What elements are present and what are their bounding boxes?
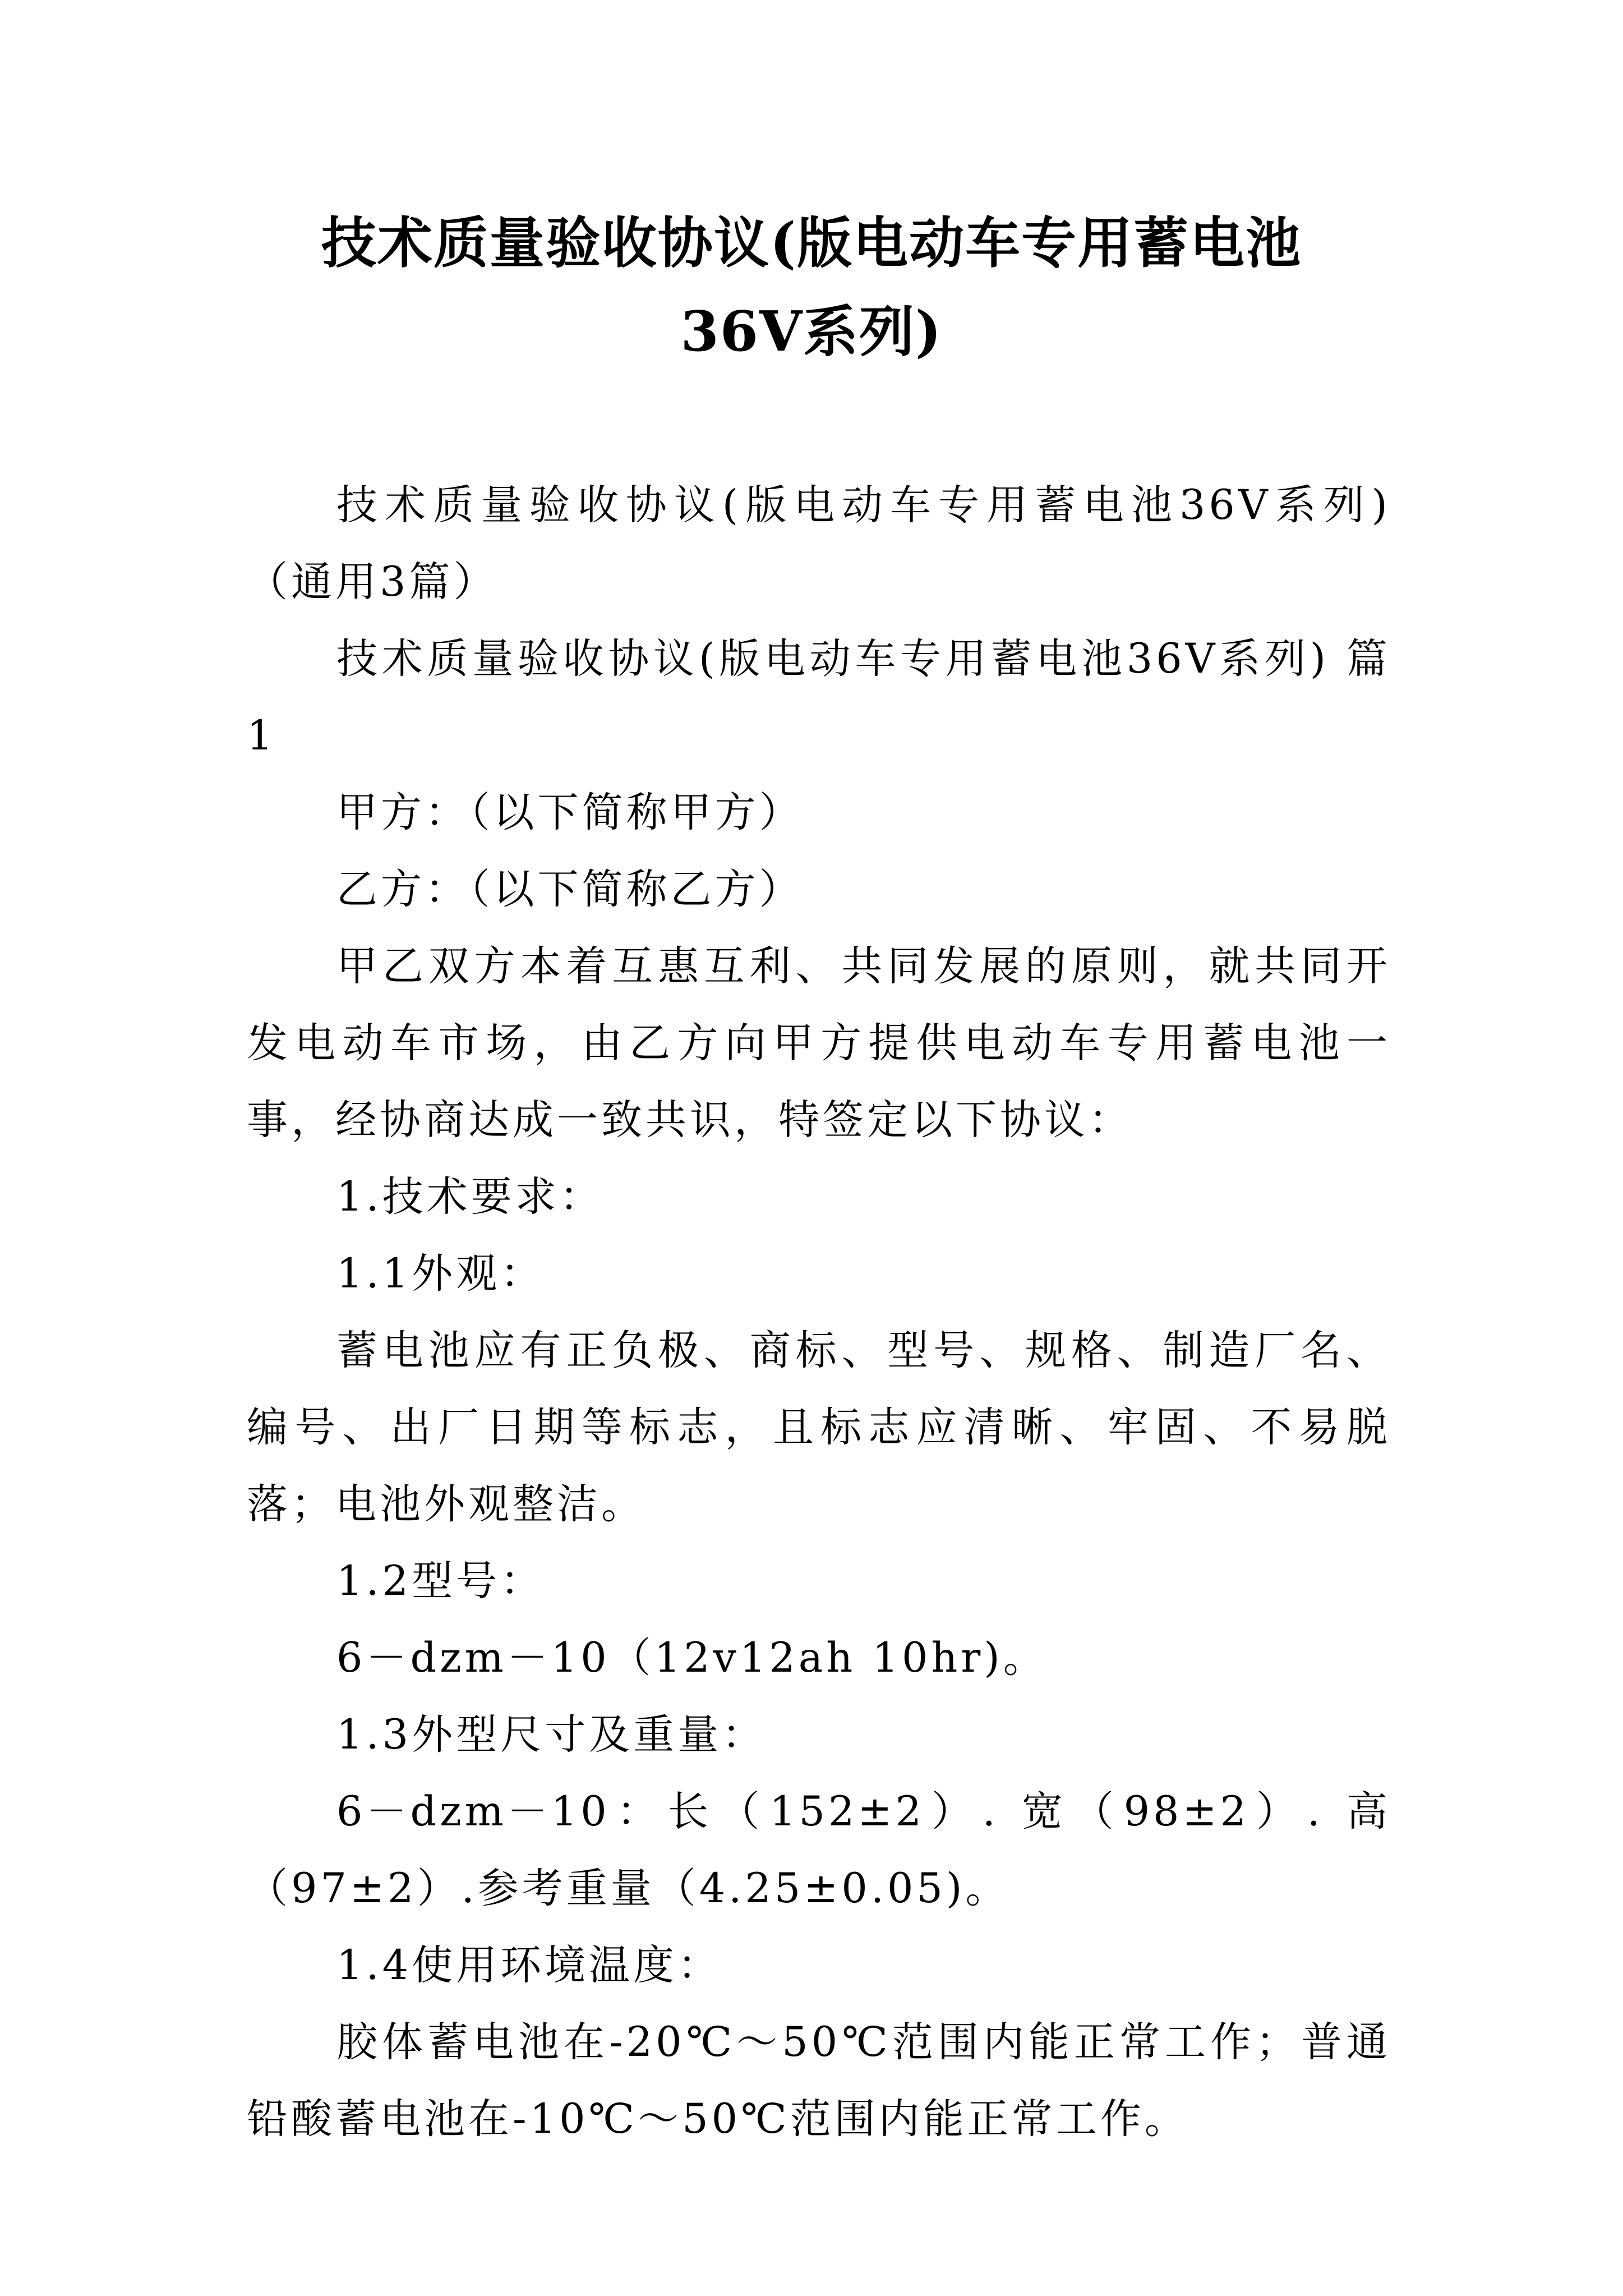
paragraph-part-heading: 技术质量验收协议(版电动车专用蓄电池36V系列) 篇1 <box>247 635 1391 760</box>
document-title <box>236 199 1387 376</box>
title-line-1: 技术质量验收协议(版电动车专用蓄电池 <box>321 211 1302 275</box>
paragraph-party-b: 乙方：（以下简称乙方） <box>336 866 804 913</box>
paragraph-preamble: 甲乙双方本着互惠互利、共同发展的原则，就共同开发电动车市场，由乙方向甲方提供电动车专用蓄电池一事，经协商达成一致共识，特签定以下协议： <box>247 942 1391 1144</box>
paragraph-dimensions: 6－dzm－10：长（152±2）. 宽（98±2）. 高（97±2）.参考重量（4.25±0.05)。 <box>247 1788 1391 1912</box>
document-body <box>247 467 1391 2157</box>
paragraph-temperature: 胶体蓄电池在-20℃～50℃范围内能正常工作；普通铅酸蓄电池在-10℃～50℃范围内能正常工作。 <box>247 2018 1391 2143</box>
section-heading-appearance: 1.1外观： <box>336 1250 545 1297</box>
section-heading-temperature: 1.4使用环境温度： <box>336 1941 722 1989</box>
paragraph-party-a: 甲方：（以下简称甲方） <box>336 789 804 836</box>
paragraph-appearance: 蓄电池应有正负极、商标、型号、规格、制造厂名、编号、出厂日期等标志，且标志应清晰、牢固、不易脱落；电池外观整洁。 <box>247 1327 1391 1528</box>
title-line-2: 36V系列) <box>680 300 943 364</box>
section-heading-model: 1.2型号： <box>336 1557 545 1605</box>
paragraph-model: 6－dzm－10（12v12ah 10hr)。 <box>336 1634 1048 1682</box>
paragraph-doc-heading: 技术质量验收协议(版电动车专用蓄电池36V系列)（通用3篇） <box>247 481 1391 606</box>
section-heading-tech-requirements: 1.技术要求： <box>336 1173 604 1221</box>
section-heading-dimensions: 1.3外型尺寸及重量： <box>336 1711 767 1759</box>
